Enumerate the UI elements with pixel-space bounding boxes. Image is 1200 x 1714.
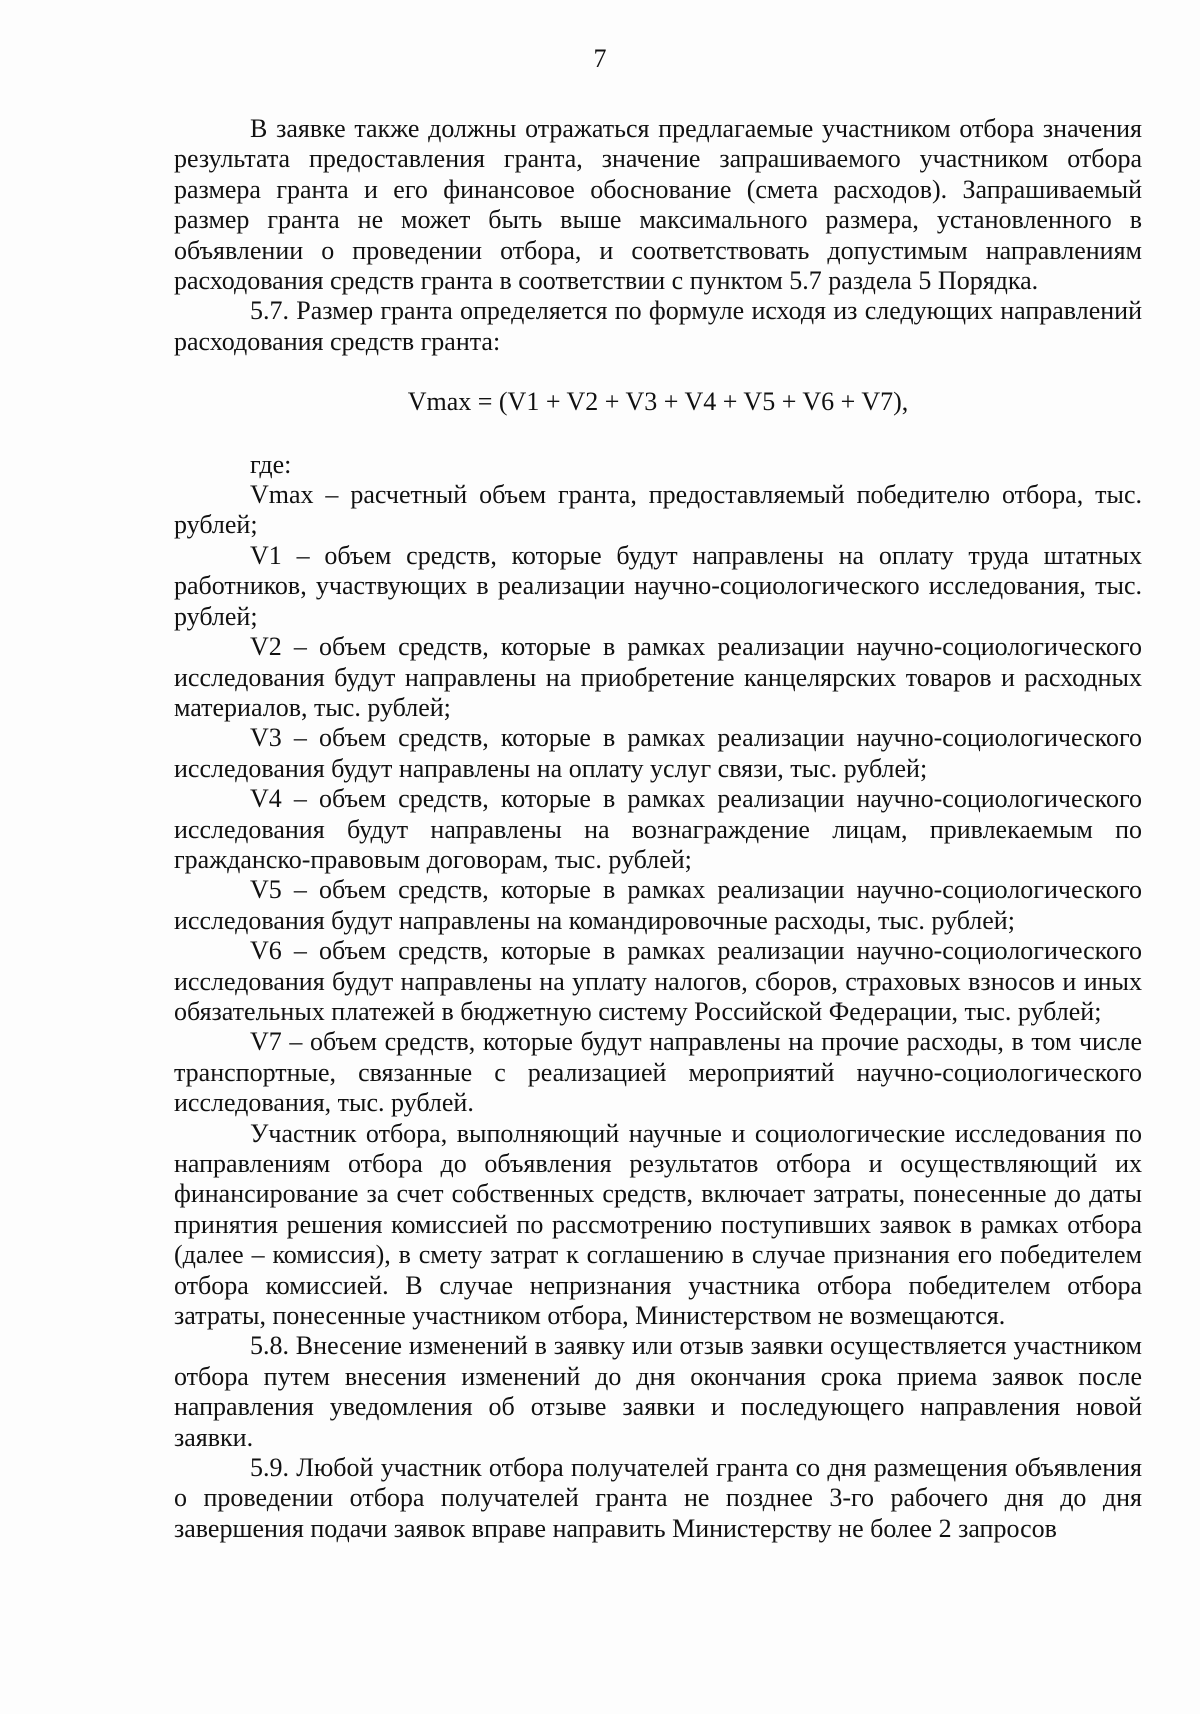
formula-where-label: где:: [250, 449, 292, 479]
definition-v2: V2 – объем средств, которые в рамках реализации научно-социологического исследования будут направлены на приобретение канцелярских товаров и расходных материалов, тыс. рублей;: [174, 632, 1142, 722]
definition-v4: V4 – объем средств, которые в рамках реализации научно-социологического исследования будут направлены на вознаграждение лицам, привлекаемым по гражданско-правовым договорам, тыс. рублей;: [174, 784, 1142, 874]
paragraph-5-8: 5.8. Внесение изменений в заявку или отзыв заявки осуществляется участником отбора путем внесения изменений до дня окончания срока приема заявок после направления уведомления об отзыве заявки и последующего направления новой заявки.: [174, 1331, 1142, 1452]
definition-v6: V6 – объем средств, которые в рамках реализации научно-социологического исследования будут направлены на уплату налогов, сборов, страховых взносов и иных обязательных платежей в бюджетную систему Российской Федерации, тыс. рублей;: [174, 936, 1142, 1026]
paragraph-5-7: 5.7. Размер гранта определяется по формуле исходя из следующих направлений расходования средств гранта:: [174, 296, 1142, 356]
definition-v3: V3 – объем средств, которые в рамках реализации научно-социологического исследования будут направлены на оплату услуг связи, тыс. рублей;: [174, 723, 1142, 783]
definition-v1: V1 – объем средств, которые будут направлены на оплату труда штатных работников, участвующих в реализации научно-социологического исследования, тыс. рублей;: [174, 540, 1142, 631]
definition-vmax: Vmax – расчетный объем гранта, предоставляемый победителю отбора, тыс. рублей;: [174, 480, 1142, 540]
page-number: 7: [593, 44, 607, 73]
document-body: [174, 114, 1142, 1544]
paragraph-5-9: 5.9. Любой участник отбора получателей гранта со дня размещения объявления о проведении отбора получателей гранта не позднее 3-го рабочего дня до дня завершения подачи заявок вправе направить Министерству не более 2 запросов: [174, 1453, 1142, 1543]
definition-v5: V5 – объем средств, которые в рамках реализации научно-социологического исследования будут направлены на командировочные расходы, тыс. рублей;: [174, 875, 1142, 935]
paragraph-application-contents: В заявке также должны отражаться предлагаемые участником отбора значения результата предоставления гранта, значение запрашиваемого участником отбора размера гранта и его финансовое обоснование (смета расходов). Запрашиваемый размер гранта не может быть выше максимального размера, установленного в объявлении о проведении отбора, и соответствовать допустимым направлениям расходования средств гранта в соответствии с пунктом 5.7 раздела 5 Порядка.: [174, 114, 1142, 296]
grant-formula: Vmax = (V1 + V2 + V3 + V4 + V5 + V6 + V7),: [407, 387, 909, 417]
paragraph-participant-costs: Участник отбора, выполняющий научные и социологические исследования по направлениям отбора до объявления результатов отбора и осуществляющий их финансирование за счет собственных средств, включает затраты, понесенные до даты принятия решения комиссией по рассмотрению поступивших заявок в рамках отбора (далее – комиссия), в смету затрат к соглашению в случае признания его победителем отбора комиссией. В случае непризнания участника отбора победителем отбора затраты, понесенные участником отбора, Министерством не возмещаются.: [174, 1118, 1142, 1331]
definition-v7: V7 – объем средств, которые будут направлены на прочие расходы, в том числе транспортные, связанные с реализацией мероприятий научно-социологического исследования, тыс. рублей.: [174, 1027, 1142, 1118]
